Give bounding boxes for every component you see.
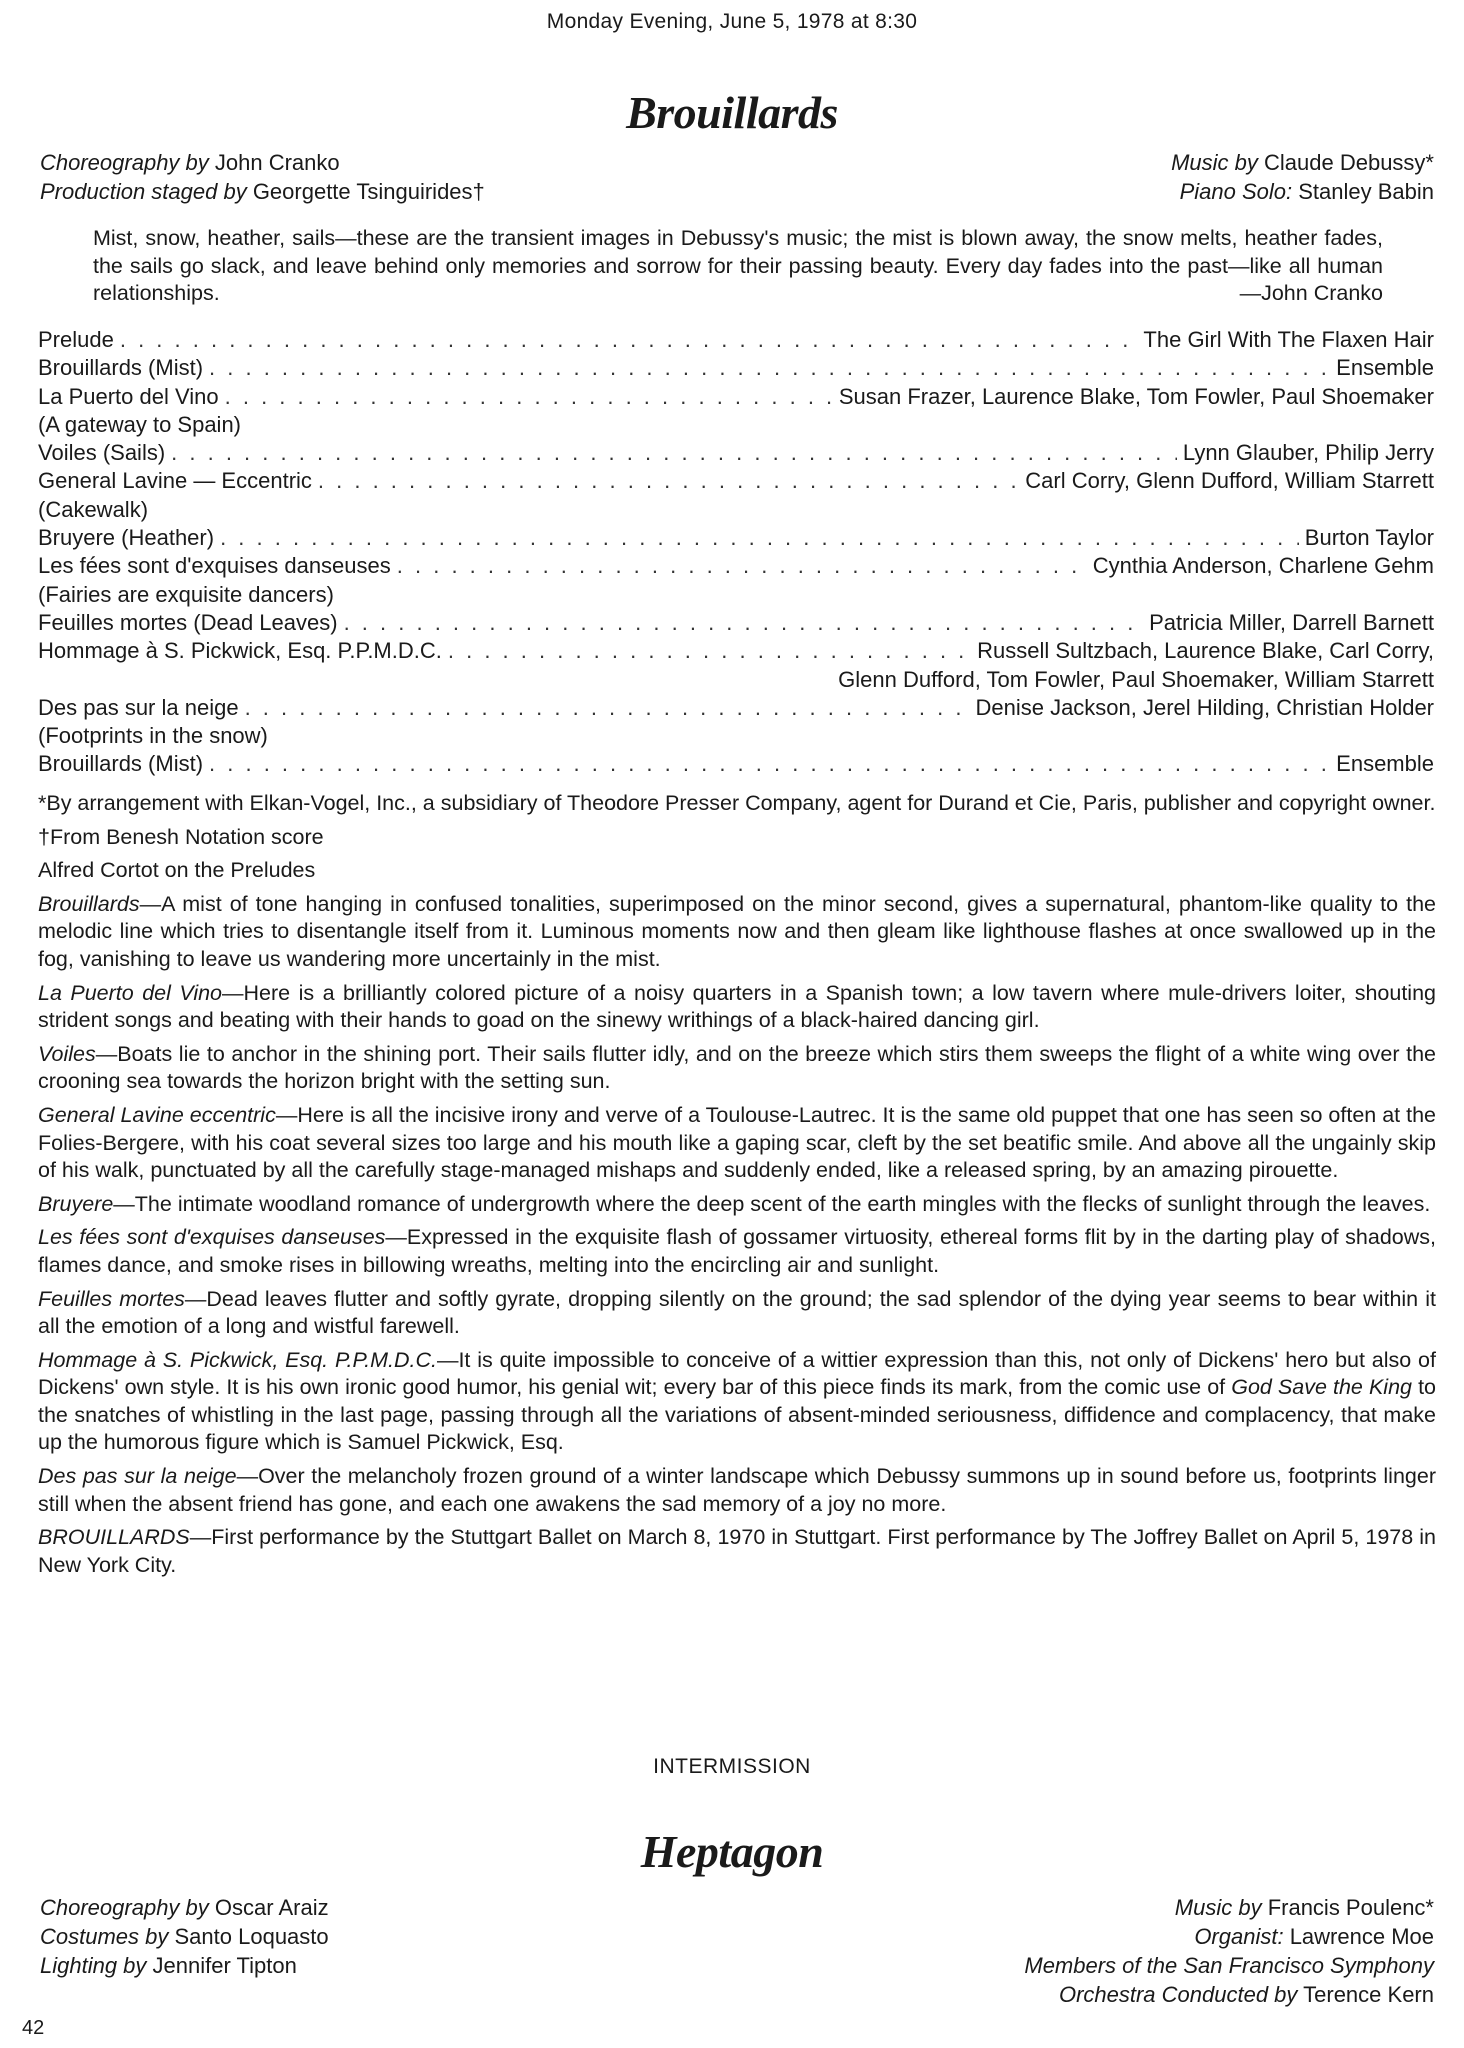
dot-leader [171,439,1177,467]
piece-name: Hommage à S. Pickwick, Esq. P.P.M.D.C. [38,638,442,664]
credit-line [1024,1893,1434,1922]
prelude-description [38,891,1436,974]
heptagon-credits-right [1024,1893,1434,2009]
piece-name: Bruyere (Heather) [38,525,215,551]
piece-name: Brouillards (Mist) [38,751,204,777]
intro-quote [93,225,1383,308]
performers: The Girl With The Flaxen Hair [1143,327,1434,352]
piece-name: Prelude [38,327,114,352]
program-row [38,694,1434,722]
piece-subtitle: (Fairies are exquisite dancers) [38,581,334,607]
prelude-text: —A mist of tone hanging in confused tonalities, superimposed on the minor second, gives a supernatural, phantom-like quality to the melodic line which tries to disentangle itself from it. Luminous moments now and then gleam like lighthouse flashes at once swallowed up in the fog, vanishing to leave us wandering more uncertainly in the mist. [38,891,1436,971]
prelude-text: —First performance by the Stuttgart Ballet on March 8, 1970 in Stuttgart. First performance by The Joffrey Ballet on April 5, 1978 in New York City. [38,1525,1436,1577]
credit-line [40,148,485,177]
piece-subtitle: (Footprints in the snow) [38,723,268,749]
prelude-term: Hommage à S. Pickwick, Esq. P.P.M.D.C. [38,1347,437,1372]
credit-line [40,1893,329,1922]
piece-name: Voiles (Sails) [38,440,166,466]
ballet-title-brouillards: Brouillards [626,87,838,138]
prelude-term: Feuilles mortes [38,1286,185,1311]
credit-line [40,1922,329,1951]
credit-name: Georgette Tsinguirides† [246,179,485,204]
prelude-term: Brouillards [38,891,140,916]
credit-role: Music by [1171,150,1258,175]
credit-name: Lawrence Moe [1283,1924,1434,1949]
dot-leader [120,326,1138,354]
performance-date: Monday Evening, June 5, 1978 at 8:30 [546,10,918,33]
credit-role: Lighting by [40,1953,147,1978]
credit-line [1024,1951,1434,1980]
piece-name: La Puerto del Vino [38,383,219,409]
credit-line [1024,1980,1434,2009]
prelude-description [38,1286,1436,1341]
prelude-text: —Dead leaves flutter and softly gyrate, dropping silently on the ground; the sad splendor of the dying year seems to bear within it all the emotion of a long and wistful farewell. [38,1286,1436,1339]
credit-name: Claude Debussy* [1257,150,1434,175]
program-row [38,326,1434,354]
credit-role: Costumes by [40,1924,169,1949]
prelude-term: Bruyere [38,1191,114,1216]
program-row [38,637,1434,665]
program-row [38,467,1434,495]
footnote-music: *By arrangement with Elkan-Vogel, Inc., a subsidiary of Theodore Presser Company, agent for Durand et Cie, Paris, publisher and copyright owner. [38,791,1436,815]
prelude-term: Les fées sont d'exquises danseuses [38,1225,386,1250]
performers: Susan Frazer, Laurence Blake, Tom Fowler, Paul Shoemaker [838,383,1434,409]
intro-text: Mist, snow, heather, sails—these are the transient images in Debussy's music; the mist is blown away, the snow melts, heather fades, the sails go slack, and leave behind only memories and sorrow for their passing beauty. Every day fades into the past—like all human relationships. [93,226,1383,305]
credit-line [1171,177,1434,206]
heptagon-credits-left [40,1893,329,1980]
footnote-notation: †From Benesh Notation score [38,824,324,849]
dot-leader [344,609,1144,637]
program-row [38,609,1434,637]
performers: Burton Taylor [1304,525,1434,551]
credit-name: Jennifer Tipton [146,1953,297,1978]
piece-name: Les fées sont d'exquises danseuses [38,553,391,579]
piece-name: Brouillards (Mist) [38,355,204,381]
prelude-text: to the snatches of whistling in the last page, passing through all the variations of absent-minded seriousness, diffidence and complacency, that make up the humorous figure which is Samuel Pickwick, Esq. [38,1375,1437,1455]
credit-name: Terence Kern [1297,1982,1434,2007]
program-row [38,383,1434,411]
performers: Cynthia Anderson, Charlene Gehm [1092,553,1434,579]
program-row [38,354,1434,382]
credit-name: Stanley Babin [1292,179,1434,204]
brouillards-credits-left [40,148,485,206]
dot-leader [209,354,1330,382]
credit-role: Organist: [1194,1924,1284,1949]
performers: Russell Sultzbach, Laurence Blake, Carl Corry, [977,638,1434,664]
prelude-text: —Here is a brilliantly colored picture of a noisy quarters in a Spanish town; a low tavern where mule-drivers loiter, shouting strident songs and beating with their hands to goad on the sinewy writhings of a black-haired dancing girl. [38,980,1436,1033]
piece-subtitle: (Cakewalk) [38,496,149,522]
performers: Ensemble [1336,751,1434,777]
credit-line [40,1951,329,1980]
prelude-description [38,1347,1436,1457]
dot-leader [448,637,971,665]
cortot-heading: Alfred Cortot on the Preludes [38,858,316,883]
performers: Ensemble [1336,355,1434,381]
credit-line [40,177,485,206]
prelude-text: —Expressed in the exquisite flash of gossamer virtuosity, ethereal forms flit by in the darting play of shadows, flames dance, and smoke rises in billowing wreaths, melting into the encircling air and sunlight. [38,1225,1437,1277]
program-notes [38,790,1436,1585]
credit-line [1024,1922,1434,1951]
dot-leader [220,524,1299,552]
page-number: 42 [22,2017,45,2039]
prelude-description [38,1463,1436,1518]
prelude-description [38,1224,1436,1279]
program-row [38,750,1434,778]
dot-leader [245,694,970,722]
prelude-emphasis: God Save the King [1231,1375,1412,1400]
dot-leader [397,552,1087,580]
program-list [38,326,1434,779]
prelude-text: —Here is all the incisive irony and verve of a Toulouse-Lautrec. It is the same old puppet that one has seen so often at the Folies-Bergere, with his coat several sizes too large and his mouth like a gaping scar, cleft by the set beatific smile. And above all the ungainly skip of his walk, punctuated by all the carefully stage-managed mishaps and suddenly ended, like a released spring, by an amazing pirouette. [38,1102,1437,1183]
premiere-note [38,1524,1436,1579]
credit-role: Members of the San Francisco Symphony [1024,1953,1434,1978]
performers: Patricia Miller, Darrell Barnett [1149,609,1434,635]
performers: Denise Jackson, Jerel Hilding, Christian Holder [975,694,1434,720]
prelude-description [38,980,1436,1035]
credit-role: Orchestra Conducted by [1058,1982,1298,2007]
credit-role: Choreography by [40,1895,209,1920]
brouillards-credits-right [1171,148,1434,206]
credit-role: Production staged by [40,179,247,204]
credit-name: John Cranko [208,150,340,175]
credit-role: Music by [1174,1895,1262,1920]
ballet-title-heptagon: Heptagon [640,1826,824,1877]
performers: Lynn Glauber, Philip Jerry [1182,440,1434,466]
credit-role: Choreography by [40,150,209,175]
prelude-text: —It is quite impossible to conceive of a wittier expression than this, not only of Dickens' hero but also of Dickens' own style. It is his own ironic good humor, his genial wit; every bar of this piece finds its mark, from the comic use of [38,1347,1436,1400]
dot-leader [209,750,1330,778]
prelude-description [38,1102,1436,1185]
dot-leader [318,467,1019,495]
prelude-text: —The intimate woodland romance of undergrowth where the deep scent of the earth mingles with the flecks of sunlight through the leaves. [113,1191,1431,1216]
prelude-term: Voiles [38,1041,96,1066]
program-row [38,439,1434,467]
piece-name: General Lavine — Eccentric [38,468,312,494]
prelude-description [38,1191,1436,1219]
dot-leader [225,383,833,411]
prelude-term: General Lavine eccentric [38,1102,276,1127]
credit-name: Francis Poulenc* [1261,1895,1434,1920]
prelude-term: BROUILLARDS [38,1525,190,1550]
intermission-label: INTERMISSION [653,1755,811,1778]
piece-name: Des pas sur la neige [38,694,239,720]
performers: Carl Corry, Glenn Dufford, William Starrett [1025,468,1434,494]
program-row [38,552,1434,580]
piece-name: Feuilles mortes (Dead Leaves) [38,609,338,635]
intro-signature: —John Cranko [1239,281,1383,305]
prelude-term: La Puerto del Vino [38,980,223,1005]
credit-line [1171,148,1434,177]
prelude-text: —Boats lie to anchor in the shining port. Their sails flutter idly, and on the breeze which stirs them sweeps the flight of a white wing over the crooning sea towards the horizon bright with the setting sun. [38,1041,1436,1094]
prelude-text: —Over the melancholy frozen ground of a winter landscape which Debussy summons up in sound before us, footprints linger still when the absent friend has gone, and each one awakens the sad memory of a joy no more. [38,1464,1436,1516]
piece-subtitle: (A gateway to Spain) [38,411,242,437]
credit-name: Santo Loquasto [168,1924,329,1949]
performers-continued: Glenn Dufford, Tom Fowler, Paul Shoemaker, William Starrett [838,666,1434,692]
prelude-description [38,1041,1436,1096]
credit-role: Piano Solo: [1179,179,1293,204]
program-row [38,524,1434,552]
credit-name: Oscar Araiz [208,1895,329,1920]
prelude-term: Des pas sur la neige [38,1464,237,1489]
